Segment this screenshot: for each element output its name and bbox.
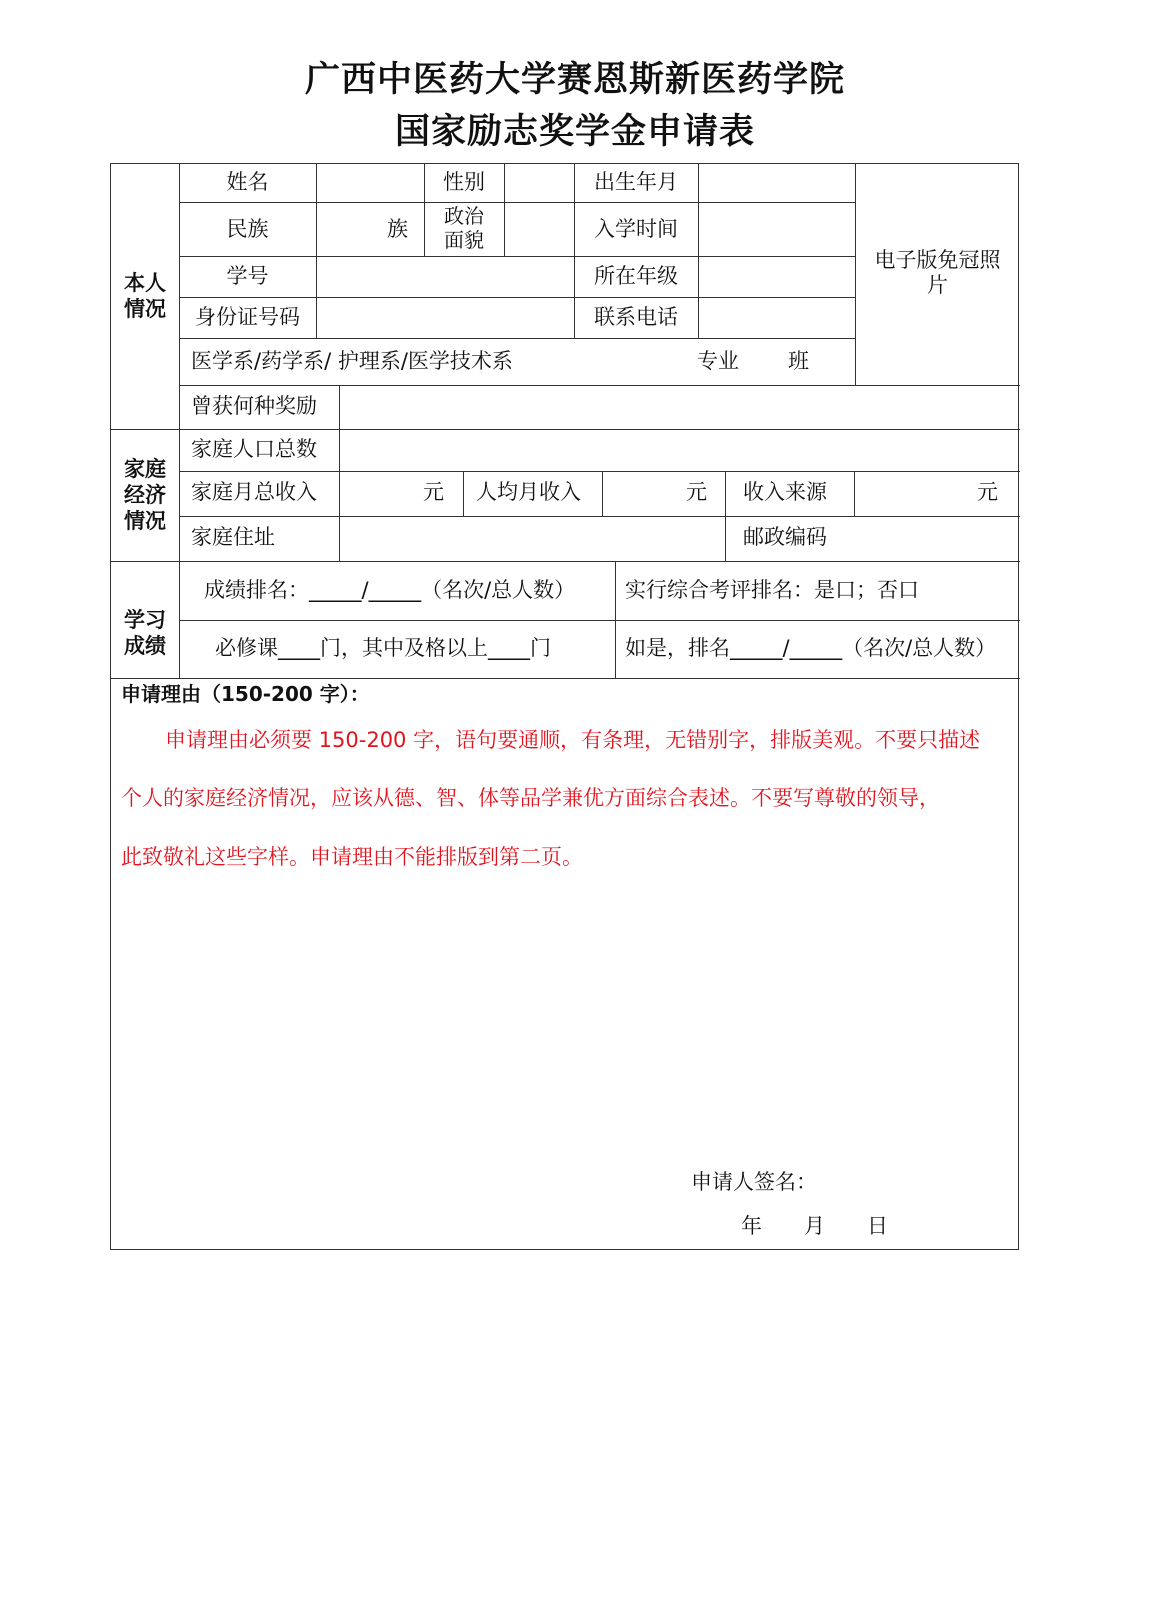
political-label-line: 政治 (444, 204, 484, 228)
phone-label: 联系电话 (594, 305, 678, 329)
reason-instruction-line: 个人的家庭经济情况，应该从德、智、体等品学兼优方面综合表述。不要写尊敬的领导， (121, 786, 940, 810)
department-options: 医学系/药学系/ 护理系/医学技术系 (191, 349, 513, 373)
photo-label-line: 电子版免冠照 (874, 248, 1001, 272)
class-label: 班 (788, 349, 809, 373)
postal-code-label: 邮政编码 (743, 525, 827, 549)
application-form-table (110, 163, 1019, 1250)
section-label-line: 情况 (124, 297, 166, 321)
family-population-label: 家庭人口总数 (191, 437, 317, 461)
yuan-unit: 元 (423, 480, 444, 504)
section-divider (111, 429, 1020, 430)
section-divider (111, 678, 1020, 679)
ethnicity-suffix: 族 (387, 217, 408, 241)
comprehensive-rank-field: 实行综合考评排名：是口；否口 (625, 578, 919, 602)
section-study (111, 607, 179, 659)
col-divider (463, 471, 464, 516)
name-label: 姓名 (226, 170, 269, 194)
form-title-school: 广西中医药大学赛恩斯新医药学院 (304, 60, 845, 100)
col-divider (725, 471, 726, 561)
col-divider (615, 561, 616, 678)
reason-heading: 申请理由（150-200 字）： (121, 682, 370, 706)
grade-rank-field: 成绩排名：_____/_____（名次/总人数） (204, 578, 576, 602)
col-divider (698, 164, 699, 338)
row-divider (179, 297, 855, 298)
col-divider (316, 297, 317, 338)
student-id-label: 学号 (226, 264, 269, 288)
address-label: 家庭住址 (191, 525, 275, 549)
photo-label-line: 片 (927, 273, 948, 297)
section-personal (111, 270, 179, 322)
row-divider (179, 471, 1020, 472)
section-label-line: 情况 (124, 509, 166, 533)
id-number-label: 身份证号码 (195, 305, 300, 329)
grade-label: 所在年级 (594, 264, 678, 288)
row-divider (179, 202, 855, 203)
form-title-scholarship: 国家励志奖学金申请表 (394, 112, 755, 152)
photo-placeholder (855, 248, 1020, 298)
birth-label: 出生年月 (594, 170, 678, 194)
if-yes-rank-field: 如是，排名_____/_____（名次/总人数） (625, 636, 997, 660)
section-label-line: 成绩 (124, 634, 166, 658)
section-label-line: 家庭 (124, 457, 166, 481)
row-divider (179, 620, 1020, 621)
reason-instruction-line: 申请理由必须要 150-200 字，语句要通顺，有条理，无错别字，排版美观。不要只描述 (165, 728, 981, 752)
col-divider (602, 471, 603, 516)
col-divider (854, 471, 855, 516)
ethnicity-label: 民族 (226, 217, 269, 241)
col-divider (339, 385, 340, 561)
col-divider (504, 164, 505, 256)
section-label-line: 学习 (124, 608, 166, 632)
per-capita-label: 人均月收入 (476, 480, 581, 504)
awards-label: 曾获何种奖励 (191, 394, 317, 418)
section-divider (111, 561, 1020, 562)
reason-instruction-line: 此致敬礼这些字样。申请理由不能排版到第二页。 (121, 845, 583, 869)
section-family (111, 456, 179, 534)
required-courses-field: 必修课____门，其中及格以上____门 (215, 636, 551, 660)
income-source-label: 收入来源 (743, 480, 827, 504)
applicant-signature-label: 申请人签名： (691, 1170, 817, 1194)
col-divider (316, 164, 317, 297)
political-label (424, 204, 504, 252)
section-label-line: 经济 (124, 483, 166, 507)
enroll-label: 入学时间 (594, 217, 678, 241)
major-label: 专业 (697, 349, 739, 373)
political-label-line: 面貌 (444, 228, 484, 252)
monthly-income-label: 家庭月总收入 (191, 480, 317, 504)
yuan-unit: 元 (977, 480, 998, 504)
row-divider (179, 516, 1020, 517)
gender-label: 性别 (443, 170, 485, 194)
section-label-line: 本人 (124, 271, 166, 295)
row-divider (179, 385, 1020, 386)
date-label: 年 月 日 (741, 1214, 888, 1238)
yuan-unit: 元 (686, 480, 707, 504)
row-divider (179, 256, 855, 257)
row-divider (179, 338, 855, 339)
